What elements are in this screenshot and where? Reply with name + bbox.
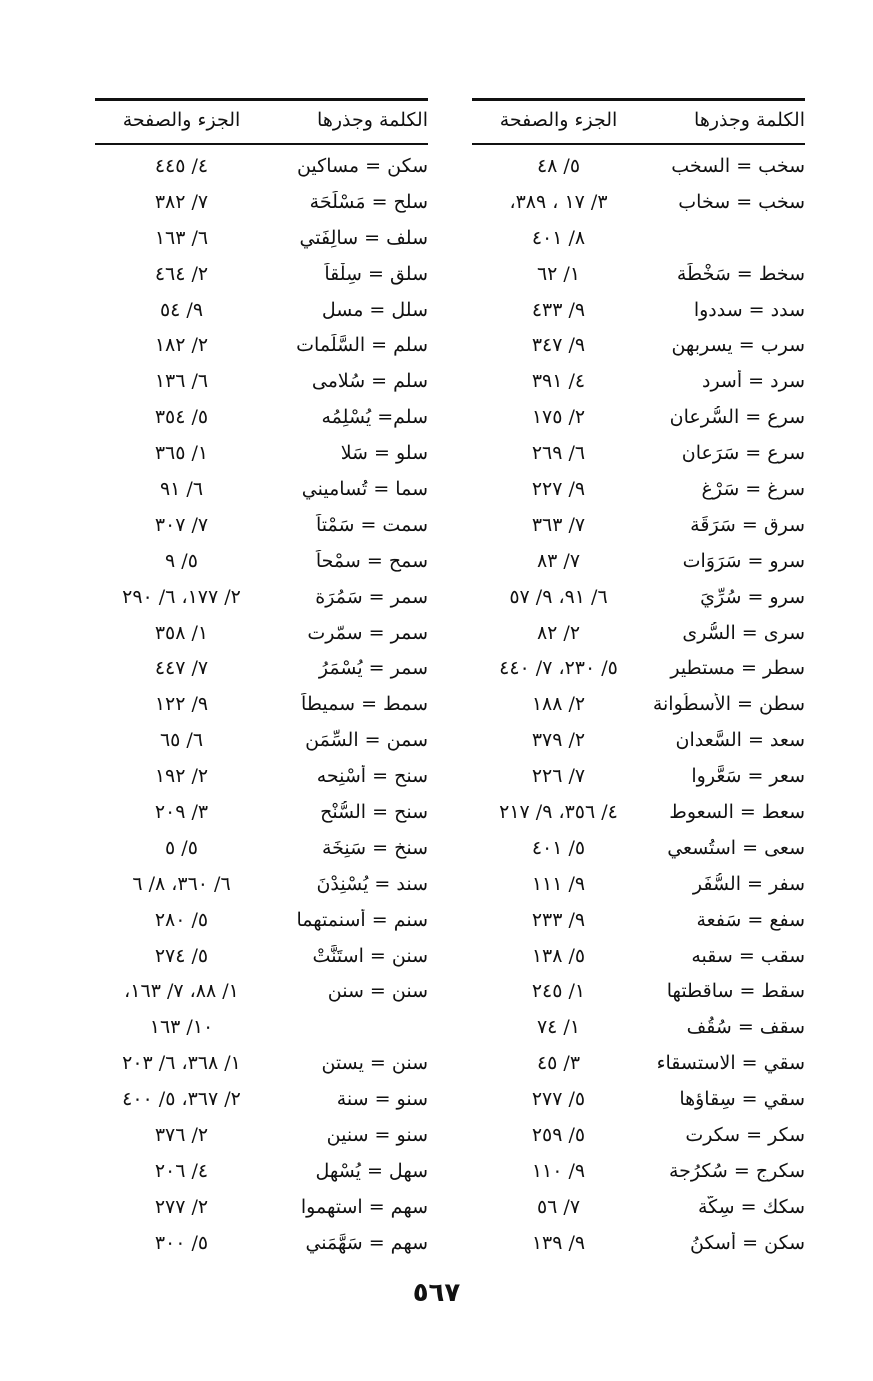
entry-ref: ٢/ ٤٦٤: [154, 262, 209, 285]
table-row: [95, 1225, 428, 1261]
table-row: [472, 507, 805, 543]
entry-word: سقي = سِقاؤها: [679, 1088, 805, 1111]
index-table-right: [472, 98, 805, 1261]
entry-ref: ٩/ ٣٤٧: [531, 334, 586, 357]
entry-ref: ٢/ ٣٧٩: [531, 729, 586, 752]
entry-word: سعر = سَعَّروا: [691, 765, 805, 788]
entry-ref: ٧/ ٣٠٧: [154, 513, 209, 536]
entry-word: سرى = السُّرى: [682, 621, 805, 644]
entry-word: سلم = السَّلَمات: [296, 334, 428, 357]
table-row: [472, 758, 805, 794]
entry-ref: ٢/ ٣٦٧، ٥/ ٤٠٠: [122, 1088, 241, 1111]
table-row: [472, 866, 805, 902]
entry-word: سرو = سُرِّيَ: [700, 585, 805, 608]
table-row: [472, 1045, 805, 1081]
entry-ref: ١/ ٦٢: [536, 262, 581, 285]
entry-word: سنن = سنن: [327, 980, 428, 1003]
table-row: [95, 543, 428, 579]
entry-ref: ٨/ ٤٠١: [531, 226, 586, 249]
table-row: [472, 722, 805, 758]
entry-word: سطن = الأُسطُوانة: [652, 693, 805, 716]
entry-word: سقي = الاستسقاء: [656, 1052, 805, 1075]
table-row: [95, 1117, 428, 1153]
entry-word: سعط = السعوط: [669, 800, 805, 823]
table-row: [472, 1225, 805, 1261]
entry-word: سمن = السِّمَن: [305, 729, 428, 752]
entry-ref: ١/ ٣٦٨، ٦/ ٢٠٣: [122, 1052, 241, 1075]
entry-ref: ٥/ ٣٠٠: [154, 1231, 209, 1254]
entry-ref: ٦/ ١٦٣: [154, 226, 209, 249]
entry-ref: ٩/ ٥٤: [159, 298, 204, 321]
table-row: [95, 399, 428, 435]
entry-ref: ٩/ ١١١: [531, 872, 586, 895]
entry-word: سخب = السخب: [671, 154, 805, 177]
entry-word: سمط = سميطاً: [301, 693, 428, 716]
entry-word: سلو = سَلا: [340, 442, 428, 465]
entry-word: سهم = سَهَّمَني: [305, 1231, 428, 1254]
entry-ref: ٧/ ٤٤٧: [154, 657, 209, 680]
entry-ref: ٣/ ٤٥: [536, 1052, 581, 1075]
entry-word: سمر = سمّرت: [307, 621, 428, 644]
entry-word: سنح = السُّنْح: [320, 800, 428, 823]
entry-word: سهل = يُسْهِل: [315, 1159, 428, 1182]
table-row: [95, 650, 428, 686]
table-row: [472, 363, 805, 399]
entry-ref: ٢/ ١٨٢: [154, 334, 209, 357]
header-rule: [95, 143, 428, 145]
entry-ref: ٢/ ١٨٨: [531, 693, 586, 716]
entry-word: سنن = يستن: [321, 1052, 428, 1075]
entry-word: سلف = سالِفَتي: [299, 226, 428, 249]
index-table-left: [95, 98, 428, 1261]
table-row: [95, 292, 428, 328]
entry-ref: ٧/ ٨٣: [536, 549, 581, 572]
table-row: [95, 615, 428, 651]
entry-word: سهم = استهموا: [300, 1195, 428, 1218]
header-word: الكلمة وجذرها: [694, 109, 805, 131]
table-body: [95, 148, 428, 1261]
entry-ref: ٢/ ١٧٧، ٦/ ٢٩٠: [122, 585, 241, 608]
entry-ref: ٤/ ٣٥٦، ٩/ ٢١٧: [499, 800, 618, 823]
entry-word: سلق = سِلْقاً: [324, 262, 428, 285]
entry-word: سند = يُسْنِدْنَ: [316, 872, 428, 895]
entry-ref: ٥/ ٢٧٧: [531, 1088, 586, 1111]
table-row: [472, 148, 805, 184]
entry-word: سرع = سَرَعان: [681, 442, 805, 465]
table-row: [95, 471, 428, 507]
table-row: [95, 1081, 428, 1117]
table-row: [95, 1009, 428, 1045]
entry-ref: ٥/ ٢٧٤: [154, 944, 209, 967]
entry-word: سقف = سُقُف: [686, 1016, 805, 1039]
page-number: ٥٦٧: [412, 1278, 461, 1308]
entry-word: سلل = مسل: [321, 298, 428, 321]
entry-ref: ٧/ ٣٦٣: [531, 513, 586, 536]
table-row: [472, 973, 805, 1009]
entry-word: سلم= يُسْلِمُه: [321, 406, 428, 429]
table-row: [472, 1153, 805, 1189]
entry-ref: ٩/ ١٢٢: [154, 693, 209, 716]
table-row: [472, 1189, 805, 1225]
table-row: [95, 184, 428, 220]
entry-word: سقط = ساقطتها: [666, 980, 805, 1003]
table-row: [472, 830, 805, 866]
table-row: [472, 1117, 805, 1153]
table-row: [472, 615, 805, 651]
entry-word: سلم = سُلامى: [311, 370, 428, 393]
entry-word: سنو = سنين: [326, 1123, 428, 1146]
table-row: [95, 507, 428, 543]
header-ref: الجزء والصفحة: [499, 109, 618, 131]
table-row: [472, 902, 805, 938]
entry-word: سنو = سنة: [336, 1088, 428, 1111]
entry-word: سمح = سمْحاً: [315, 549, 428, 572]
entry-word: سكن = مساكين: [296, 154, 428, 177]
entry-word: سكن = أسكنُ: [689, 1231, 805, 1254]
entry-word: سرد = أسرد: [701, 370, 805, 393]
entry-word: سرغ = سَرْغ: [701, 477, 805, 500]
entry-ref: ٩/ ٤٣٣: [531, 298, 586, 321]
entry-ref: ١/ ٨٨، ٧/ ١٦٣،: [124, 980, 239, 1003]
table-row: [472, 256, 805, 292]
entry-word: سلح = مَسْلَحَة: [309, 190, 428, 213]
table-row: [472, 1009, 805, 1045]
table-row: [95, 256, 428, 292]
table-row: [472, 435, 805, 471]
entry-word: سرق = سَرَقَة: [690, 513, 805, 536]
entry-word: سنح = أَسْنِحه: [316, 765, 428, 788]
table-row: [472, 399, 805, 435]
table-header: [472, 101, 805, 135]
entry-ref: ٥/ ٢٨٠: [154, 908, 209, 931]
entry-ref: ٥/ ٢٣٠، ٧/ ٤٤٠: [499, 657, 618, 680]
entry-word: سرع = السُّرعان: [669, 406, 805, 429]
table-row: [472, 543, 805, 579]
entry-ref: ٤/ ٤٤٥: [154, 154, 209, 177]
entry-ref: ٤/ ٣٩١: [531, 370, 586, 393]
table-row: [472, 184, 805, 220]
entry-ref: ٢/ ١٧٥: [531, 406, 586, 429]
entry-ref: ٦/ ٦٥: [159, 729, 204, 752]
entry-ref: ١/ ٣٥٨: [154, 621, 209, 644]
entry-ref: ٥/ ٤٨: [536, 154, 581, 177]
header-word: الكلمة وجذرها: [317, 109, 428, 131]
table-row: [95, 220, 428, 256]
table-row: [95, 363, 428, 399]
entry-ref: ٢/ ٢٧٧: [154, 1195, 209, 1218]
entry-word: سنخ = سَنِخَة: [321, 836, 428, 859]
entry-ref: ١٠/ ١٦٣: [149, 1016, 214, 1039]
entry-word: سمت = سَمْتاً: [316, 513, 428, 536]
entry-ref: ٦/ ١٣٦: [154, 370, 209, 393]
table-row: [95, 973, 428, 1009]
entry-ref: ٥/ ١٣٨: [531, 944, 586, 967]
table-row: [472, 471, 805, 507]
table-row: [472, 579, 805, 615]
table-row: [95, 327, 428, 363]
entry-ref: ٥/ ٩: [165, 549, 198, 572]
entry-ref: ٦/ ٣٦٠، ٨/ ٦: [132, 872, 231, 895]
entry-ref: ٥/ ٣٥٤: [154, 406, 209, 429]
entry-ref: ٥/ ٢٥٩: [531, 1123, 586, 1146]
entry-ref: ٧/ ٢٢٦: [531, 765, 586, 788]
table-header: [95, 101, 428, 135]
entry-word: سرو = سَرَوَات: [682, 549, 805, 572]
entry-word: سكرج = سُكرُجة: [669, 1159, 805, 1182]
entry-ref: ٦/ ٢٦٩: [531, 442, 586, 465]
entry-word: سعى = استُسعي: [667, 836, 805, 859]
entry-word: سخب = سخاب: [678, 190, 805, 213]
header-rule: [472, 143, 805, 145]
entry-word: سقب = سقبه: [691, 944, 805, 967]
table-body: [472, 148, 805, 1261]
entry-ref: ٢/ ٨٢: [536, 621, 581, 644]
entry-ref: ٩/ ٢٢٧: [531, 477, 586, 500]
entry-word: سفع = سَفعة: [696, 908, 805, 931]
table-row: [95, 435, 428, 471]
entry-ref: ٩/ ١٣٩: [531, 1231, 586, 1254]
table-row: [95, 902, 428, 938]
table-row: [472, 1081, 805, 1117]
entry-word: سخط = سَخْطَة: [676, 262, 805, 285]
table-row: [472, 292, 805, 328]
entry-word: سكك = سِكَّة: [697, 1195, 805, 1218]
entry-ref: ١/ ٢٤٥: [531, 980, 586, 1003]
entry-ref: ٥/ ٥: [165, 836, 198, 859]
table-row: [472, 650, 805, 686]
entry-ref: ٥/ ٤٠١: [531, 836, 586, 859]
table-row: [95, 866, 428, 902]
entry-ref: ٧/ ٥٦: [536, 1195, 581, 1218]
table-row: [95, 722, 428, 758]
entry-ref: ٦/ ٩١: [159, 477, 204, 500]
entry-ref: ٣/ ٢٠٩: [154, 800, 209, 823]
header-ref: الجزء والصفحة: [122, 109, 241, 131]
entry-ref: ٢/ ١٩٢: [154, 765, 209, 788]
table-row: [95, 148, 428, 184]
table-row: [472, 938, 805, 974]
table-row: [95, 1189, 428, 1225]
table-row: [95, 794, 428, 830]
table-row: [95, 1045, 428, 1081]
entry-word: سعد = السَّعدان: [675, 729, 805, 752]
entry-word: سفر = السُّفَر: [692, 872, 805, 895]
table-row: [95, 686, 428, 722]
table-row: [95, 758, 428, 794]
entry-ref: ١/ ٧٤: [536, 1016, 581, 1039]
table-row: [95, 830, 428, 866]
entry-word: سمر = يُسْمَرُ: [318, 657, 428, 680]
table-row: [95, 579, 428, 615]
entry-word: سكر = سكرت: [685, 1123, 805, 1146]
entry-word: سنم = أسنمتهما: [296, 908, 428, 931]
entry-ref: ٣/ ١٧ ، ٣٨٩،: [509, 190, 608, 213]
entry-word: سنن = استَنَّتْ: [312, 944, 428, 967]
table-row: [472, 220, 805, 256]
table-row: [95, 938, 428, 974]
table-row: [472, 794, 805, 830]
entry-word: سدد = سددوا: [693, 298, 805, 321]
table-row: [472, 686, 805, 722]
table-row: [95, 1153, 428, 1189]
entry-word: سرب = يسربهن: [671, 334, 805, 357]
entry-ref: ٦/ ٩١، ٩/ ٥٧: [509, 585, 608, 608]
entry-word: سما = تُساميني: [301, 477, 428, 500]
entry-ref: ٤/ ٢٠٦: [154, 1159, 209, 1182]
entry-ref: ٢/ ٣٧٦: [154, 1123, 209, 1146]
entry-ref: ١/ ٣٦٥: [154, 442, 209, 465]
table-row: [472, 327, 805, 363]
entry-word: سطر = مستطير: [670, 657, 805, 680]
entry-ref: ٧/ ٣٨٢: [154, 190, 209, 213]
entry-ref: ٩/ ٢٣٣: [531, 908, 586, 931]
entry-ref: ٩/ ١١٠: [531, 1159, 586, 1182]
entry-word: سمر = سَمُرَة: [315, 585, 428, 608]
